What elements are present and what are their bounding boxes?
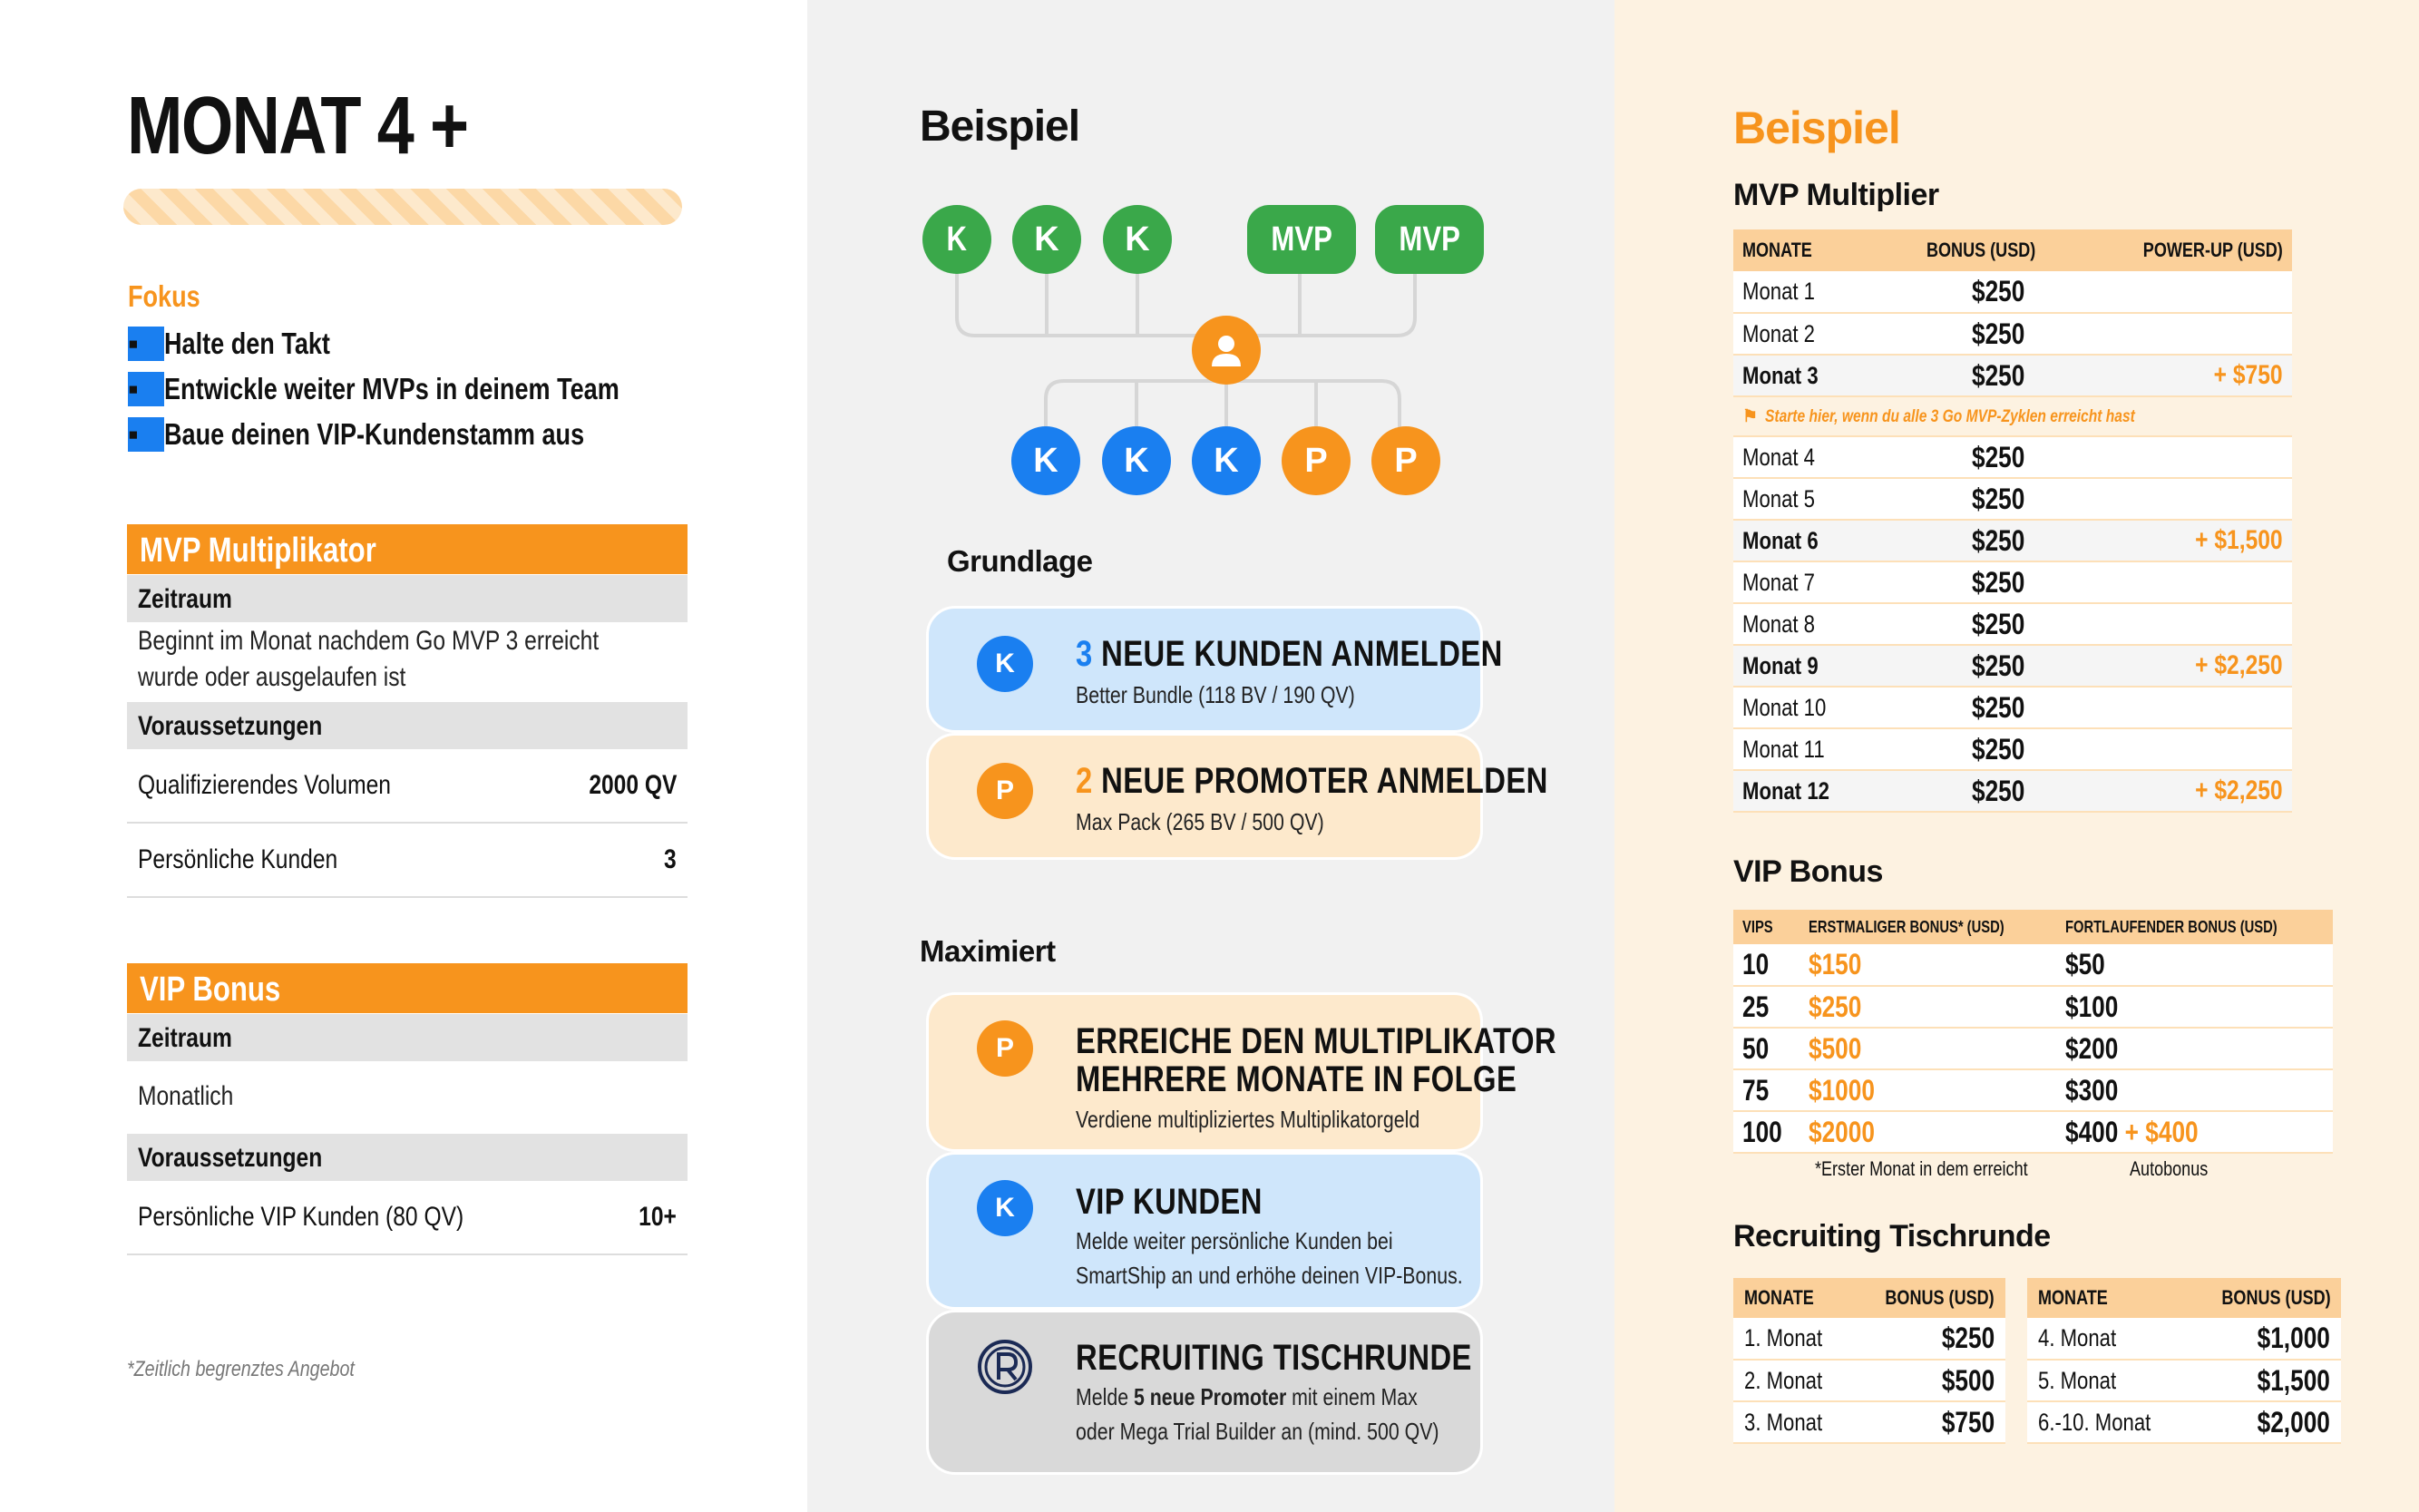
powerup-cell <box>2069 313 2292 355</box>
mvp-multiplier-title: MVP Multiplier <box>1733 178 1939 212</box>
vips-cell: 10 <box>1733 944 1800 986</box>
mvp-zeitraum-text: Beginnt im Monat nachdem Go MVP 3 erreicht <box>138 626 600 656</box>
month-cell: 3. Monat <box>1733 1401 1850 1443</box>
mvp-multiplier-table <box>1733 229 2292 813</box>
powerup-cell: + $2,250 <box>2069 645 2292 687</box>
node-mvp: MVP <box>1247 205 1356 274</box>
vips-cell: 75 <box>1733 1069 1800 1111</box>
table-row <box>1733 603 2292 645</box>
table-row <box>1733 1401 2005 1443</box>
fokus-label: Fokus <box>128 279 200 313</box>
powerup-cell <box>2069 561 2292 603</box>
month-cell: Monat 5 <box>1733 478 1917 520</box>
table-row <box>1733 1318 2005 1360</box>
card-title: RECRUITING TISCHRUNDE <box>1076 1338 1472 1378</box>
table-row <box>1733 645 2292 687</box>
recruiting-table-right <box>2027 1278 2341 1444</box>
powerup-cell: + $1,500 <box>2069 520 2292 561</box>
autobonus-value: + $400 <box>2118 1115 2200 1148</box>
first-bonus-cell: $2000 <box>1800 1111 2056 1153</box>
bonus-cell: $250 <box>1917 355 2069 396</box>
page-title: MONAT 4 + <box>127 81 468 171</box>
maximiert-label: Maximiert <box>920 934 1056 968</box>
card-neue-kunden <box>926 606 1503 733</box>
table-row <box>1733 770 2292 812</box>
month-cell: Monat 1 <box>1733 271 1917 313</box>
node-promoter: P <box>1282 426 1351 495</box>
bonus-cell: $250 <box>1917 561 2069 603</box>
col-header: POWER-UP (USD) <box>2069 229 2292 271</box>
table-row <box>1733 478 2292 520</box>
month-cell: Monat 3 <box>1733 355 1917 396</box>
table-row <box>1733 1069 2333 1111</box>
table-row <box>1733 1360 2005 1401</box>
first-bonus-cell: $250 <box>1800 986 2056 1028</box>
table-row <box>1733 1028 2333 1069</box>
col-header: BONUS (USD) <box>1917 229 2069 271</box>
card-title: 2 NEUE PROMOTER ANMELDEN <box>1076 761 1548 801</box>
node-customer: K <box>922 205 991 274</box>
col-header: BONUS (USD) <box>1850 1278 2005 1318</box>
ongoing-bonus-cell: $100 <box>2056 986 2333 1028</box>
recruiting-table-left <box>1733 1278 2005 1444</box>
mvp-voraussetzungen-label: Voraussetzungen <box>127 702 688 749</box>
table-row <box>1733 520 2292 561</box>
powerup-cell <box>2069 603 2292 645</box>
powerup-cell <box>2069 478 2292 520</box>
bonus-cell: $250 <box>1850 1318 2005 1360</box>
grundlage-label: Grundlage <box>947 544 1093 578</box>
vips-cell: 50 <box>1733 1028 1800 1069</box>
left-column <box>0 0 807 1512</box>
requirement-row: Qualifizierendes Volumen 2000 QV <box>127 749 688 824</box>
col-header: ERSTMALIGER BONUS* (USD) <box>1800 910 2056 944</box>
table-row <box>1733 271 2292 313</box>
mvp-zeitraum-label: Zeitraum <box>127 575 688 622</box>
customer-icon: K <box>977 1180 1033 1236</box>
ongoing-bonus-cell: $50 <box>2056 944 2333 986</box>
bullet-item: ▪ Halte den Takt <box>128 327 330 360</box>
bonus-cell: $250 <box>1917 478 2069 520</box>
table-row <box>2027 1360 2341 1401</box>
bonus-cell: $500 <box>1850 1360 2005 1401</box>
vip-bonus-header: VIP Bonus <box>127 963 688 1013</box>
col-header: MONATE <box>2027 1278 2187 1318</box>
bullet-item: ▪ Baue deinen VIP-Kundenstamm aus <box>128 417 585 451</box>
month-cell: Monat 10 <box>1733 687 1917 728</box>
first-bonus-cell: $150 <box>1800 944 2056 986</box>
vip-autobonus-note: Autobonus <box>2130 1157 2209 1180</box>
vip-note: *Erster Monat in dem erreicht <box>1815 1157 2028 1180</box>
bonus-cell: $250 <box>1917 436 2069 478</box>
card-neue-promoter <box>926 733 1548 860</box>
vip-bonus-table <box>1733 910 2333 1154</box>
month-cell: 2. Monat <box>1733 1360 1850 1401</box>
bonus-cell: $2,000 <box>2187 1401 2342 1443</box>
card-subtitle: Melde weiter persönliche Kunden bei SmartShip an und erhöhe deinen VIP-Bonus. <box>1076 1227 1463 1289</box>
table-row <box>1733 728 2292 770</box>
bonus-cell: $1,500 <box>2187 1360 2342 1401</box>
month-cell: Monat 12 <box>1733 770 1917 812</box>
node-mvp: MVP <box>1375 205 1484 274</box>
bonus-cell: $1,000 <box>2187 1318 2342 1360</box>
bonus-cell: $750 <box>1850 1401 2005 1443</box>
table-row <box>2027 1401 2341 1443</box>
right-title: Beispiel <box>1733 102 1900 153</box>
table-row <box>1733 986 2333 1028</box>
card-title: 3 NEUE KUNDEN ANMELDEN <box>1076 634 1503 674</box>
bonus-cell: $250 <box>1917 271 2069 313</box>
table-row <box>1733 355 2292 396</box>
card-multiplikator <box>926 992 1557 1152</box>
card-title: ERREICHE DEN MULTIPLIKATOR MEHRERE MONATE IN FOLGE <box>1076 1021 1557 1099</box>
card-subtitle: Better Bundle (118 BV / 190 QV) <box>1076 681 1355 708</box>
requirement-row: Persönliche Kunden 3 <box>127 824 688 898</box>
recruiting-title: Recruiting Tischrunde <box>1733 1219 2051 1253</box>
vip-voraussetzungen-label: Voraussetzungen <box>127 1134 688 1181</box>
month-cell: 6.-10. Monat <box>2027 1401 2187 1443</box>
vips-cell: 100 <box>1733 1111 1800 1153</box>
col-header: MONATE <box>1733 229 1917 271</box>
node-customer: K <box>1192 426 1261 495</box>
middle-title: Beispiel <box>920 102 1080 151</box>
striped-progress-bar <box>123 189 682 225</box>
month-cell: Monat 11 <box>1733 728 1917 770</box>
note-cell: ⚑ Starte hier, wenn du alle 3 Go MVP-Zyklen erreicht hast <box>1733 396 2292 436</box>
card-recruiting <box>926 1310 1483 1475</box>
powerup-cell <box>2069 271 2292 313</box>
month-cell: Monat 7 <box>1733 561 1917 603</box>
col-header: FORTLAUFENDER BONUS (USD) <box>2056 910 2333 944</box>
promoter-icon: P <box>977 763 1033 819</box>
table-row <box>1733 561 2292 603</box>
first-bonus-cell: $500 <box>1800 1028 2056 1069</box>
footnote: *Zeitlich begrenztes Angebot <box>127 1357 355 1381</box>
powerup-cell <box>2069 436 2292 478</box>
vip-bonus-title: VIP Bonus <box>1733 854 1883 889</box>
card-subtitle: Melde 5 neue Promoter mit einem Max oder Mega Trial Builder an (mind. 500 QV) <box>1076 1383 1439 1445</box>
first-bonus-cell: $1000 <box>1800 1069 2056 1111</box>
card-title: VIP KUNDEN <box>1076 1182 1263 1222</box>
card-vip-kunden <box>926 1152 1483 1310</box>
recruiting-logo-icon <box>976 1338 1034 1396</box>
requirement-row: Persönliche VIP Kunden (80 QV) 10+ <box>127 1181 688 1255</box>
vips-cell: 25 <box>1733 986 1800 1028</box>
ongoing-bonus-cell: $300 <box>2056 1069 2333 1111</box>
bonus-cell: $250 <box>1917 645 2069 687</box>
col-header: VIPS <box>1733 910 1800 944</box>
ongoing-bonus-cell: $200 <box>2056 1028 2333 1069</box>
ongoing-bonus-cell: $400 + $400 <box>2056 1111 2333 1153</box>
mvp-zeitraum-text: wurde oder ausgelaufen ist <box>138 662 406 692</box>
bonus-cell: $250 <box>1917 520 2069 561</box>
bullet-item: ▪ Entwickle weiter MVPs in deinem Team <box>128 372 619 405</box>
table-row <box>1733 687 2292 728</box>
table-row <box>1733 313 2292 355</box>
node-promoter: P <box>1371 426 1440 495</box>
table-row <box>1733 436 2292 478</box>
powerup-cell: + $750 <box>2069 355 2292 396</box>
powerup-cell <box>2069 728 2292 770</box>
month-cell: Monat 9 <box>1733 645 1917 687</box>
col-header: BONUS (USD) <box>2187 1278 2342 1318</box>
node-customer: K <box>1102 426 1171 495</box>
node-customer: K <box>1012 205 1081 274</box>
bonus-cell: $250 <box>1917 313 2069 355</box>
col-header: MONATE <box>1733 1278 1850 1318</box>
table-row <box>1733 1111 2333 1153</box>
month-cell: Monat 6 <box>1733 520 1917 561</box>
bonus-cell: $250 <box>1917 728 2069 770</box>
bonus-cell: $250 <box>1917 603 2069 645</box>
node-customer: K <box>1011 426 1080 495</box>
bonus-cell: $250 <box>1917 687 2069 728</box>
table-row <box>1733 944 2333 986</box>
table-note-row <box>1733 396 2292 436</box>
user-avatar-icon <box>1192 316 1261 385</box>
card-subtitle: Max Pack (265 BV / 500 QV) <box>1076 808 1324 835</box>
bonus-cell: $250 <box>1917 770 2069 812</box>
mvp-multiplikator-header: MVP Multiplikator <box>127 524 688 574</box>
month-cell: 1. Monat <box>1733 1318 1850 1360</box>
node-customer: K <box>1103 205 1172 274</box>
month-cell: 5. Monat <box>2027 1360 2187 1401</box>
month-cell: Monat 4 <box>1733 436 1917 478</box>
flag-icon: ⚑ <box>1742 406 1759 426</box>
customer-icon: K <box>977 636 1033 692</box>
card-subtitle: Verdiene multipliziertes Multiplikatorgeld <box>1076 1106 1420 1133</box>
month-cell: Monat 2 <box>1733 313 1917 355</box>
promoter-icon: P <box>977 1020 1033 1077</box>
table-row <box>2027 1318 2341 1360</box>
month-cell: Monat 8 <box>1733 603 1917 645</box>
vip-zeitraum-label: Zeitraum <box>127 1014 688 1061</box>
powerup-cell: + $2,250 <box>2069 770 2292 812</box>
vip-zeitraum-text: Monatlich <box>138 1081 234 1111</box>
month-cell: 4. Monat <box>2027 1318 2187 1360</box>
powerup-cell <box>2069 687 2292 728</box>
